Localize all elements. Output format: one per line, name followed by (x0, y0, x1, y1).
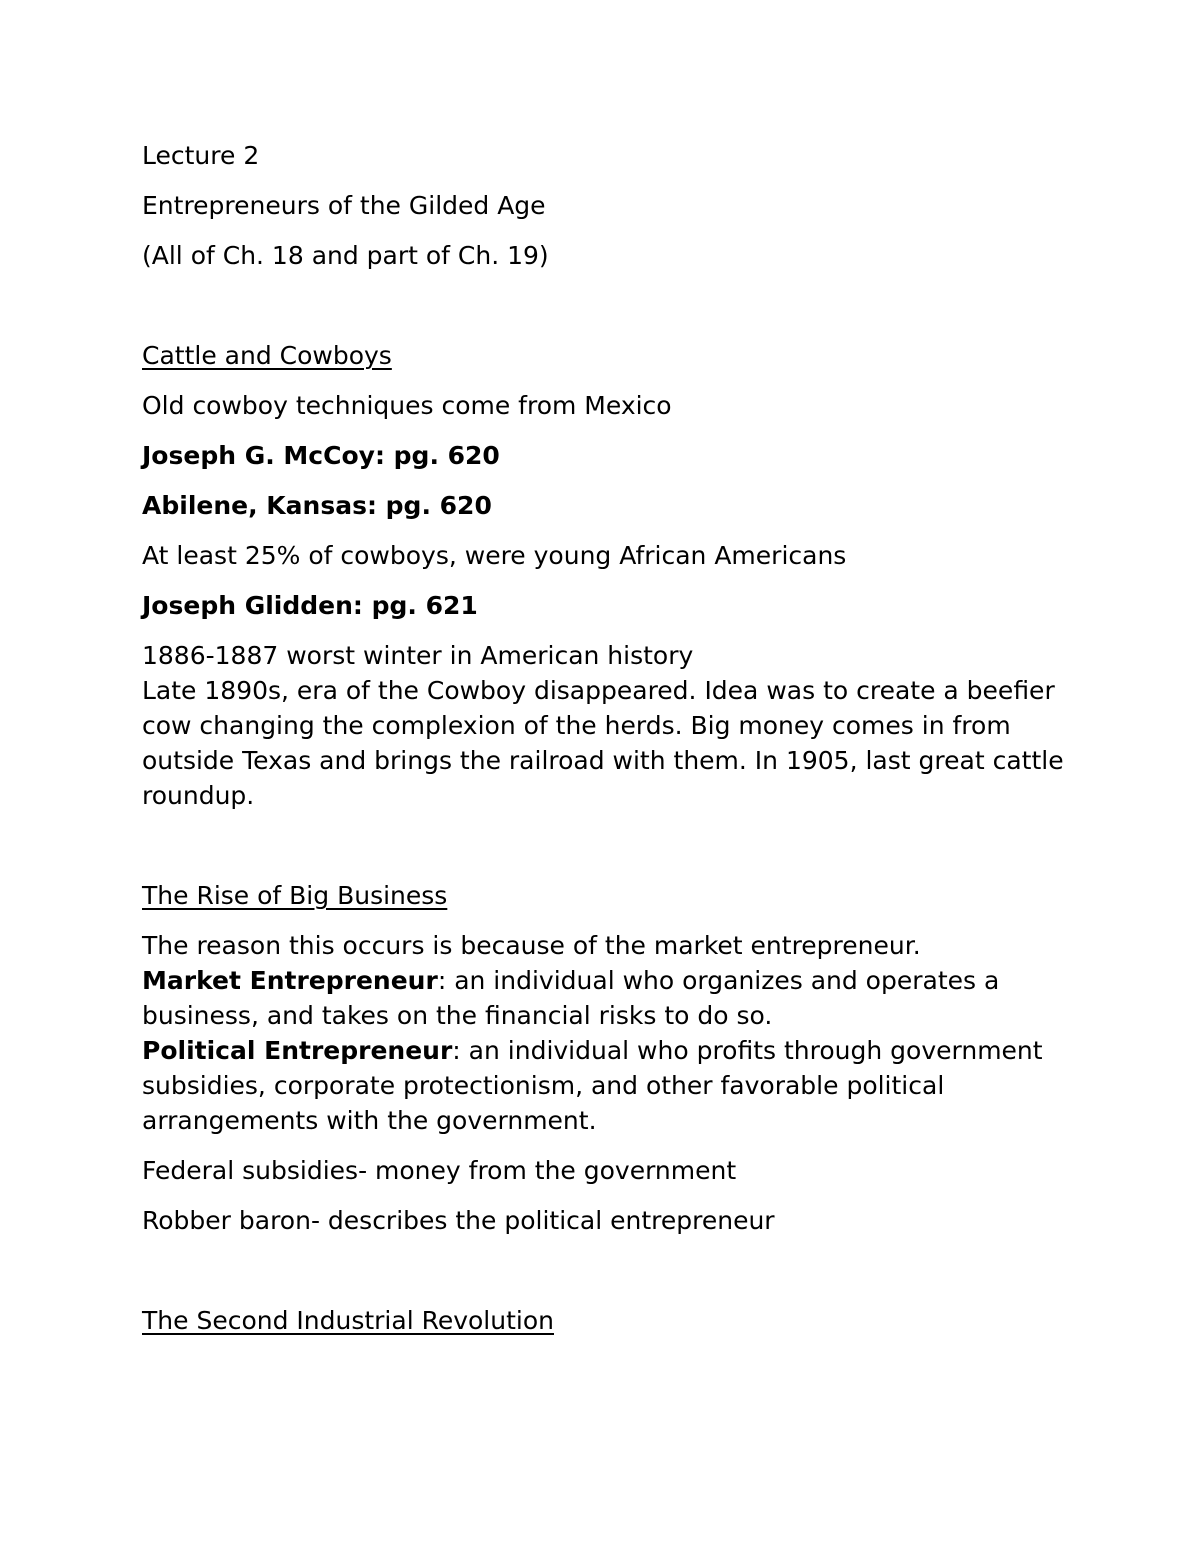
note-line: 1886-1887 worst winter in American history (142, 641, 694, 670)
note-line: Federal subsidies- money from the government (142, 1156, 737, 1185)
section-heading-big-business: The Rise of Big Business (142, 881, 448, 910)
key-term-abilene: Abilene, Kansas: pg. 620 (142, 491, 492, 520)
section-heading-second-industrial-revolution: The Second Industrial Revolution (142, 1306, 554, 1335)
note-line: Old cowboy techniques come from Mexico (142, 391, 672, 420)
lecture-number: Lecture 2 (142, 141, 260, 170)
definition-term: Market Entrepreneur (142, 966, 438, 995)
note-line: Robber baron- describes the political entrepreneur (142, 1206, 775, 1235)
note-line: The reason this occurs is because of the market entrepreneur. (142, 931, 921, 960)
definition-text: : an individual who organizes and operates a business, and takes on the financial risks to do so. (142, 966, 1000, 1030)
note-paragraph: Late 1890s, era of the Cowboy disappeared. Idea was to create a beefier cow changing the complexion of the herds. Big money comes in from outside Texas and brings the railroad with them. In 1905, last great cattle roundup. (142, 676, 1064, 810)
definition-term: Political Entrepreneur (142, 1036, 453, 1065)
document-page (142, 138, 1072, 1338)
definition-political-entrepreneur (142, 1033, 1072, 1138)
note-line: At least 25% of cowboys, were young African Americans (142, 541, 847, 570)
definition-market-entrepreneur (142, 963, 1072, 1033)
chapter-reference: (All of Ch. 18 and part of Ch. 19) (142, 241, 549, 270)
key-term-glidden: Joseph Glidden: pg. 621 (142, 591, 478, 620)
section-heading-cattle-cowboys: Cattle and Cowboys (142, 341, 392, 370)
definition-text: : an individual who profits through government subsidies, corporate protectionism, and other favorable political arrangements with the government. (142, 1036, 1043, 1135)
key-term-mccoy: Joseph G. McCoy: pg. 620 (142, 441, 500, 470)
lecture-title: Entrepreneurs of the Gilded Age (142, 191, 546, 220)
